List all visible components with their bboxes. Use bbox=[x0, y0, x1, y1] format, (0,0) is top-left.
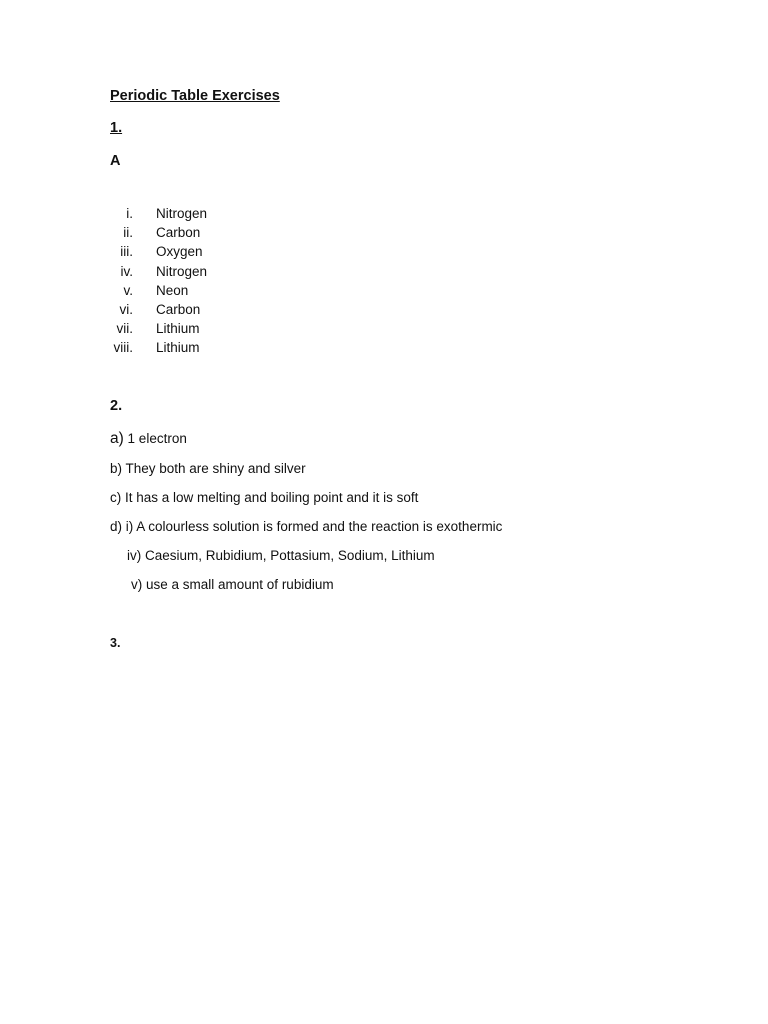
list-item bbox=[100, 340, 207, 359]
answer-2c: c) It has a low melting and boiling point and it is soft bbox=[110, 490, 419, 505]
answer-2a-text: 1 electron bbox=[123, 431, 187, 446]
list-item-text: Lithium bbox=[156, 340, 200, 356]
question-3-heading: 3. bbox=[110, 636, 121, 650]
list-item bbox=[100, 264, 207, 283]
list-item-number: ii. bbox=[123, 225, 133, 241]
list-item bbox=[100, 244, 207, 263]
list-item-text: Neon bbox=[156, 282, 189, 298]
answer-2d-v: v) use a small amount of rubidium bbox=[131, 577, 334, 592]
answer-2b: b) They both are shiny and silver bbox=[110, 461, 306, 476]
list-item-number: i. bbox=[126, 206, 133, 221]
list-item-text: Nitrogen bbox=[156, 263, 208, 279]
list-item-text: Carbon bbox=[156, 225, 201, 241]
question-1-heading: 1. bbox=[110, 120, 123, 136]
document-title: Periodic Table Exercises bbox=[110, 88, 280, 104]
list-item bbox=[100, 321, 207, 340]
list-item-text: Lithium bbox=[156, 321, 200, 337]
list-item-number: iii. bbox=[120, 244, 133, 260]
answer-2a-label: a) bbox=[110, 430, 124, 447]
list-item bbox=[100, 283, 207, 302]
list-item bbox=[100, 206, 207, 225]
answer-2d-iv: iv) Caesium, Rubidium, Pottasium, Sodium, Lithium bbox=[127, 548, 435, 563]
list-item-number: iv. bbox=[120, 263, 133, 279]
question-1-answer-list bbox=[100, 206, 207, 360]
question-1-part-label: A bbox=[110, 153, 121, 169]
list-item-text: Nitrogen bbox=[156, 206, 208, 221]
list-item bbox=[100, 225, 207, 244]
list-item-number: v. bbox=[123, 282, 133, 298]
question-2-heading: 2. bbox=[110, 398, 123, 414]
list-item-number: vii. bbox=[116, 321, 133, 337]
list-item-number: vi. bbox=[119, 301, 133, 317]
answer-2a bbox=[110, 431, 187, 447]
list-item-text: Oxygen bbox=[156, 244, 203, 260]
answer-2d-i: d) i) A colourless solution is formed and the reaction is exothermic bbox=[110, 519, 503, 534]
list-item-number: viii. bbox=[113, 340, 133, 356]
list-item-text: Carbon bbox=[156, 301, 201, 317]
list-item bbox=[100, 302, 207, 321]
